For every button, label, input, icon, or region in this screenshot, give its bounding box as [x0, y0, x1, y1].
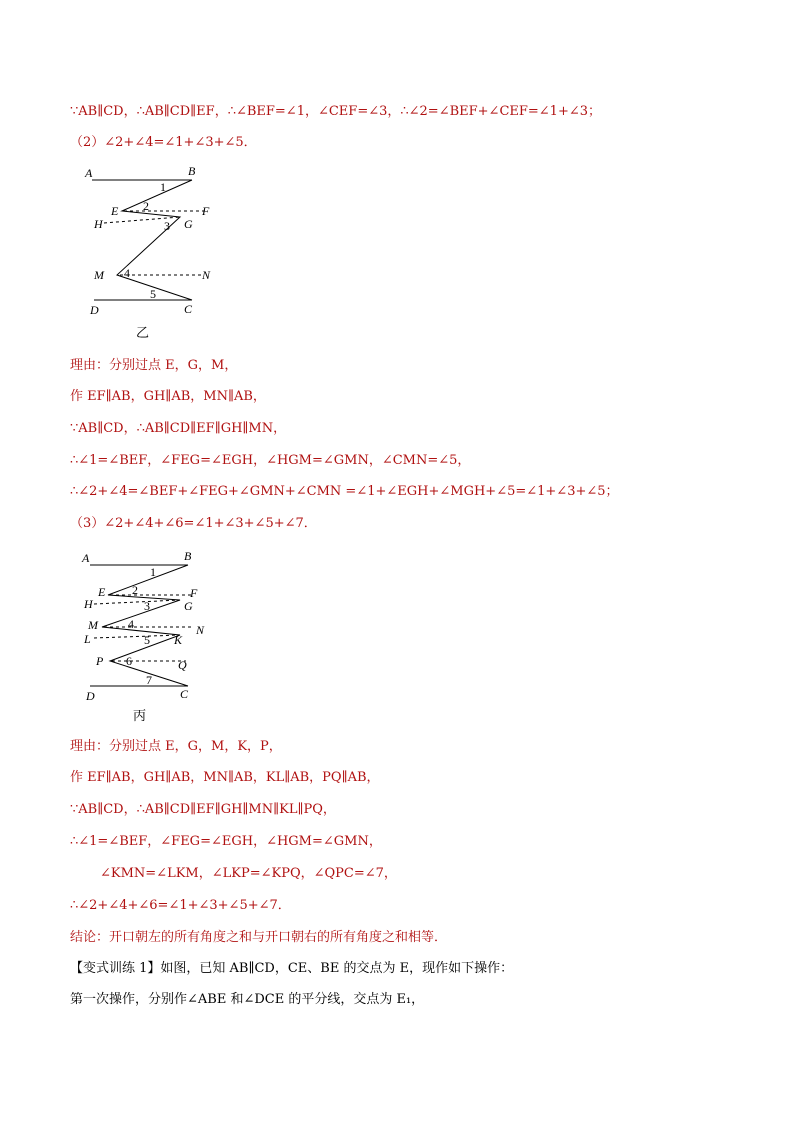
label-q: Q — [178, 658, 187, 672]
label-a: A — [85, 166, 93, 180]
line-lk — [94, 635, 180, 638]
text-line-4: 作 EF∥AB，GH∥AB，MN∥AB， — [70, 389, 266, 404]
angle-2: 2 — [143, 199, 149, 213]
label-k: K — [174, 633, 183, 647]
angle-3: 3 — [144, 599, 150, 613]
label-e: E — [111, 204, 119, 218]
angle-7: 7 — [146, 673, 152, 687]
angle-4: 4 — [128, 617, 134, 631]
label-d: D — [86, 689, 95, 703]
angle-5: 5 — [150, 287, 156, 301]
text-line-1: ∵AB∥CD，∴AB∥CD∥EF，∴∠BEF=∠1，∠CEF=∠3，∴∠2=∠BEF+∠CEF=∠1+∠3； — [70, 104, 602, 119]
label-b: B — [184, 549, 192, 563]
angle-2: 2 — [132, 583, 138, 597]
figure-bing — [76, 546, 226, 706]
label-h: H — [94, 217, 103, 231]
label-e: E — [98, 585, 106, 599]
label-c: C — [184, 302, 193, 316]
text-line-10: 作 EF∥AB，GH∥AB，MN∥AB，KL∥AB，PQ∥AB， — [70, 770, 380, 785]
figure-yi-caption: 乙 — [136, 326, 150, 341]
label-d: D — [90, 303, 99, 317]
text-line-5: ∵AB∥CD，∴AB∥CD∥EF∥GH∥MN， — [70, 421, 287, 436]
label-m: M — [94, 268, 104, 282]
text-line-6: ∴∠1=∠BEF，∠FEG=∠EGH，∠HGM=∠GMN，∠CMN=∠5， — [70, 453, 471, 468]
label-n: N — [202, 268, 211, 282]
label-c: C — [180, 687, 189, 701]
text-line-12: ∴∠1=∠BEF，∠FEG=∠EGH，∠HGM=∠GMN， — [70, 834, 382, 849]
label-g: G — [184, 217, 193, 231]
zigzag — [102, 565, 188, 686]
text-line-9: 理由：分别过点 E，G，M，K，P， — [70, 739, 282, 754]
angle-1: 1 — [160, 180, 166, 194]
text-line-17: 第一次操作，分别作∠ABE 和∠DCE 的平分线，交点为 E₁， — [70, 992, 425, 1007]
text-line-13: ∠KMN=∠LKM，∠LKP=∠KPQ，∠QPC=∠7， — [100, 866, 397, 881]
line-hg — [94, 600, 180, 604]
text-line-15: 结论：开口朝左的所有角度之和与开口朝右的所有角度之和相等． — [70, 930, 448, 945]
figure-yi — [80, 160, 230, 320]
label-h: H — [84, 597, 93, 611]
angle-4: 4 — [124, 266, 130, 280]
angle-3: 3 — [164, 219, 170, 233]
label-n: N — [196, 623, 205, 637]
zigzag — [117, 180, 192, 300]
angle-6: 6 — [126, 654, 132, 668]
label-a: A — [82, 551, 90, 565]
figure-bing-caption: 丙 — [133, 709, 147, 724]
text-line-14: ∴∠2+∠4+∠6=∠1+∠3+∠5+∠7． — [70, 898, 291, 913]
label-f: F — [202, 204, 210, 218]
text-line-16: 【变式训练 1】如图，已知 AB∥CD，CE、BE 的交点为 E，现作如下操作： — [70, 961, 514, 976]
label-g: G — [184, 599, 193, 613]
angle-5: 5 — [144, 633, 150, 647]
label-m: M — [88, 618, 98, 632]
label-p: P — [96, 654, 104, 668]
label-b: B — [188, 164, 196, 178]
text-line-3: 理由：分别过点 E，G，M， — [70, 358, 238, 373]
text-line-8: （3）∠2+∠4+∠6=∠1+∠3+∠5+∠7． — [70, 516, 317, 531]
label-l: L — [84, 632, 91, 646]
text-line-2: （2）∠2+∠4=∠1+∠3+∠5． — [70, 135, 257, 150]
label-f: F — [190, 586, 198, 600]
text-line-7: ∴∠2+∠4=∠BEF+∠FEG+∠GMN+∠CMN =∠1+∠EGH+∠MGH+∠5=∠1+∠3+∠5； — [70, 484, 619, 499]
text-line-11: ∵AB∥CD，∴AB∥CD∥EF∥GH∥MN∥KL∥PQ， — [70, 802, 336, 817]
angle-1: 1 — [150, 565, 156, 579]
